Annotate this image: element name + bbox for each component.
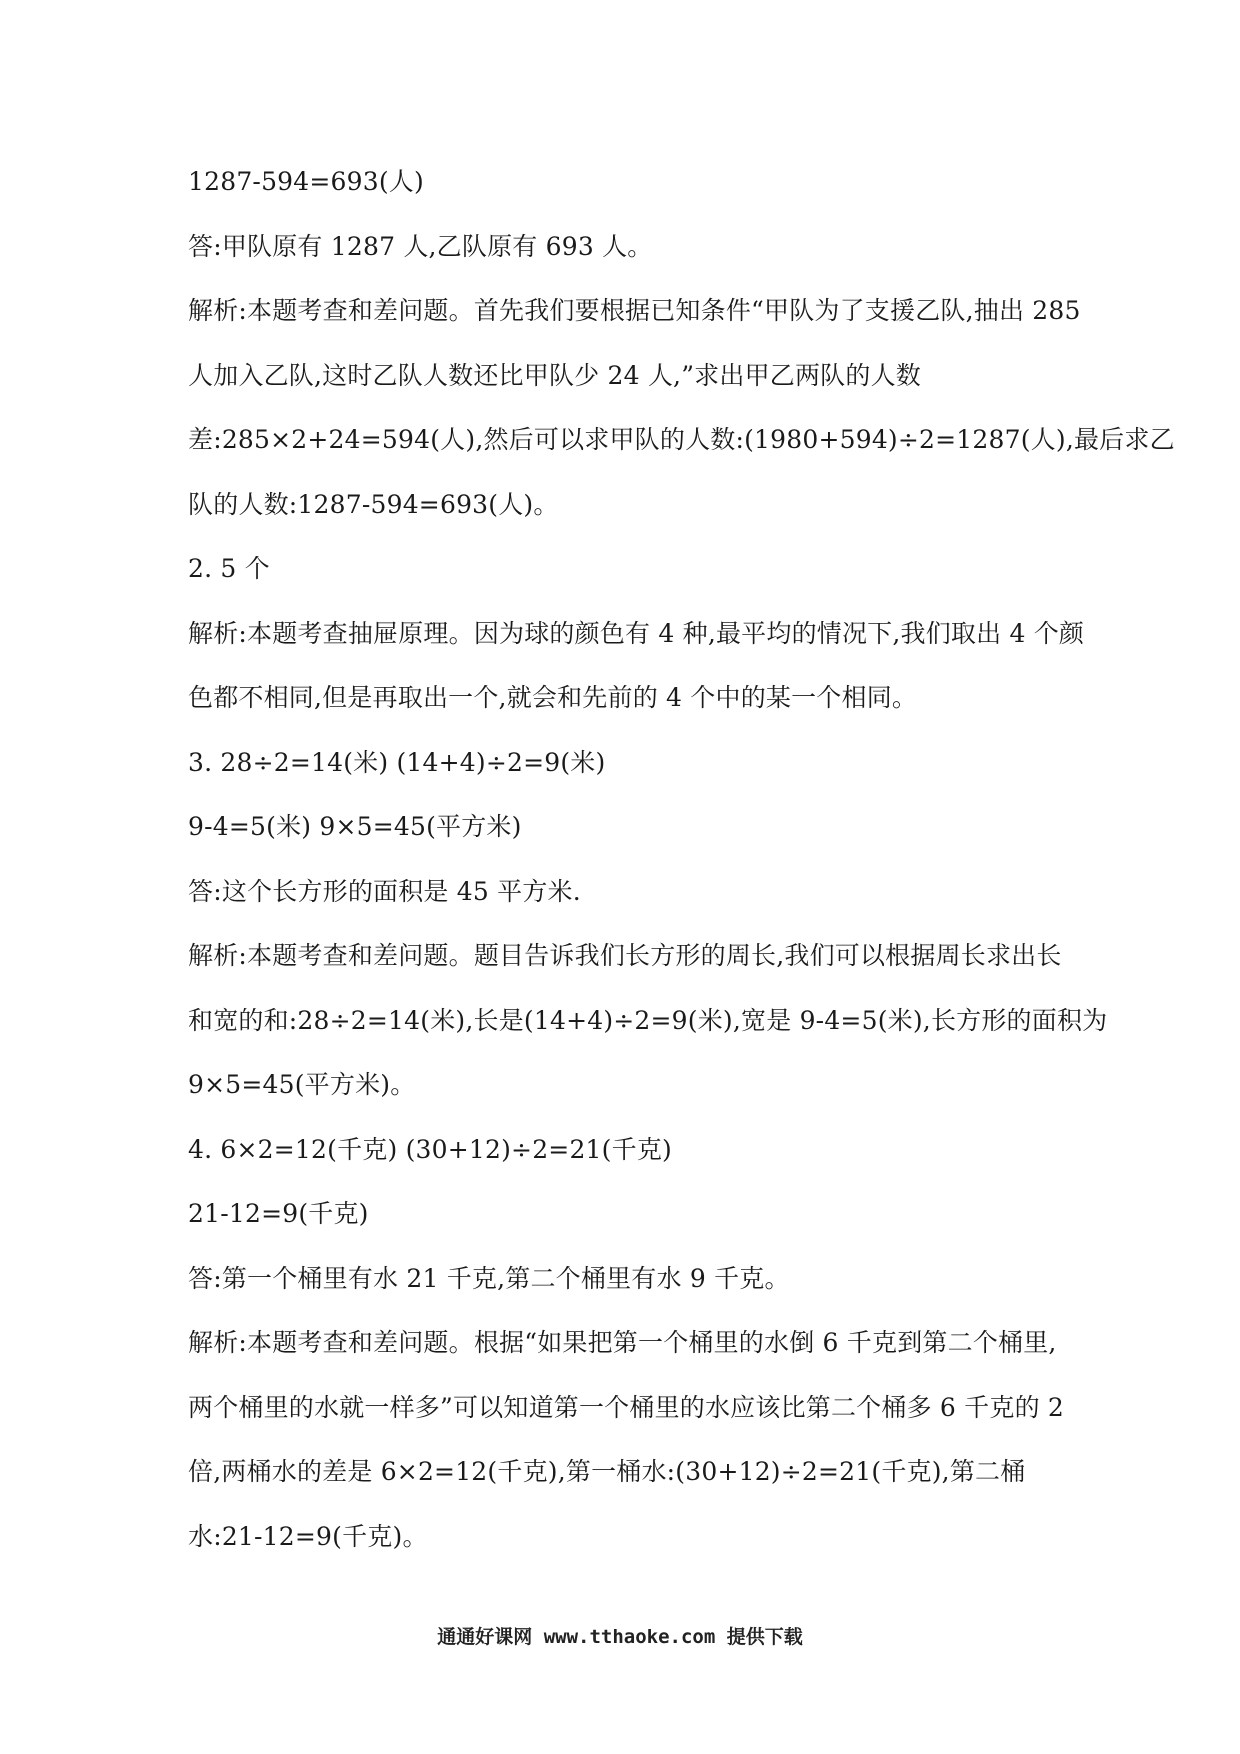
text-line: 倍,两桶水的差是 6×2=12(千克),第一桶水:(30+12)÷2=21(千克),第二桶: [188, 1457, 1026, 1486]
text-line: 答:甲队原有 1287 人,乙队原有 693 人。: [188, 231, 653, 261]
text-line: 答:这个长方形的面积是 45 平方米.: [188, 876, 581, 906]
text-line: 解析:本题考查和差问题。题目告诉我们长方形的周长,我们可以根据周长求出长: [188, 941, 1062, 970]
text-line: 差:285×2+24=594(人),然后可以求甲队的人数:(1980+594)÷2=1287(人),最后求乙: [188, 425, 1175, 454]
text-line: 解析:本题考查抽屉原理。因为球的颜色有 4 种,最平均的情况下,我们取出 4 个颜: [188, 618, 1085, 648]
text-line: 水:21-12=9(千克)。: [188, 1521, 428, 1551]
text-line: 队的人数:1287-594=693(人)。: [188, 489, 559, 519]
text-line: 4. 6×2=12(千克) (30+12)÷2=21(千克): [188, 1134, 672, 1164]
answer-content: [188, 150, 1175, 1569]
text-line: 9-4=5(米) 9×5=45(平方米): [188, 812, 522, 841]
text-line: 两个桶里的水就一样多”可以知道第一个桶里的水应该比第二个桶多 6 千克的 2: [188, 1392, 1065, 1422]
text-line: 和宽的和:28÷2=14(米),长是(14+4)÷2=9(米),宽是 9-4=5(米),长方形的面积为: [188, 1005, 1108, 1035]
text-line: 解析:本题考查和差问题。首先我们要根据已知条件“甲队为了支援乙队,抽出 285: [188, 296, 1081, 325]
page-footer: 通通好课网 www.tthaoke.com 提供下载: [437, 1626, 803, 1648]
text-line: 3. 28÷2=14(米) (14+4)÷2=9(米): [188, 747, 606, 777]
text-line: 2. 5 个: [188, 554, 270, 583]
text-line: 色都不相同,但是再取出一个,就会和先前的 4 个中的某一个相同。: [188, 683, 918, 712]
text-line: 21-12=9(千克): [188, 1199, 369, 1228]
text-line: 答:第一个桶里有水 21 千克,第二个桶里有水 9 千克。: [188, 1263, 790, 1293]
text-line: 解析:本题考查和差问题。根据“如果把第一个桶里的水倒 6 千克到第二个桶里,: [188, 1328, 1057, 1357]
text-line: 1287-594=693(人): [188, 167, 424, 196]
text-line: 9×5=45(平方米)。: [188, 1070, 416, 1099]
text-line: 人加入乙队,这时乙队人数还比甲队少 24 人,”求出甲乙两队的人数: [188, 360, 921, 390]
